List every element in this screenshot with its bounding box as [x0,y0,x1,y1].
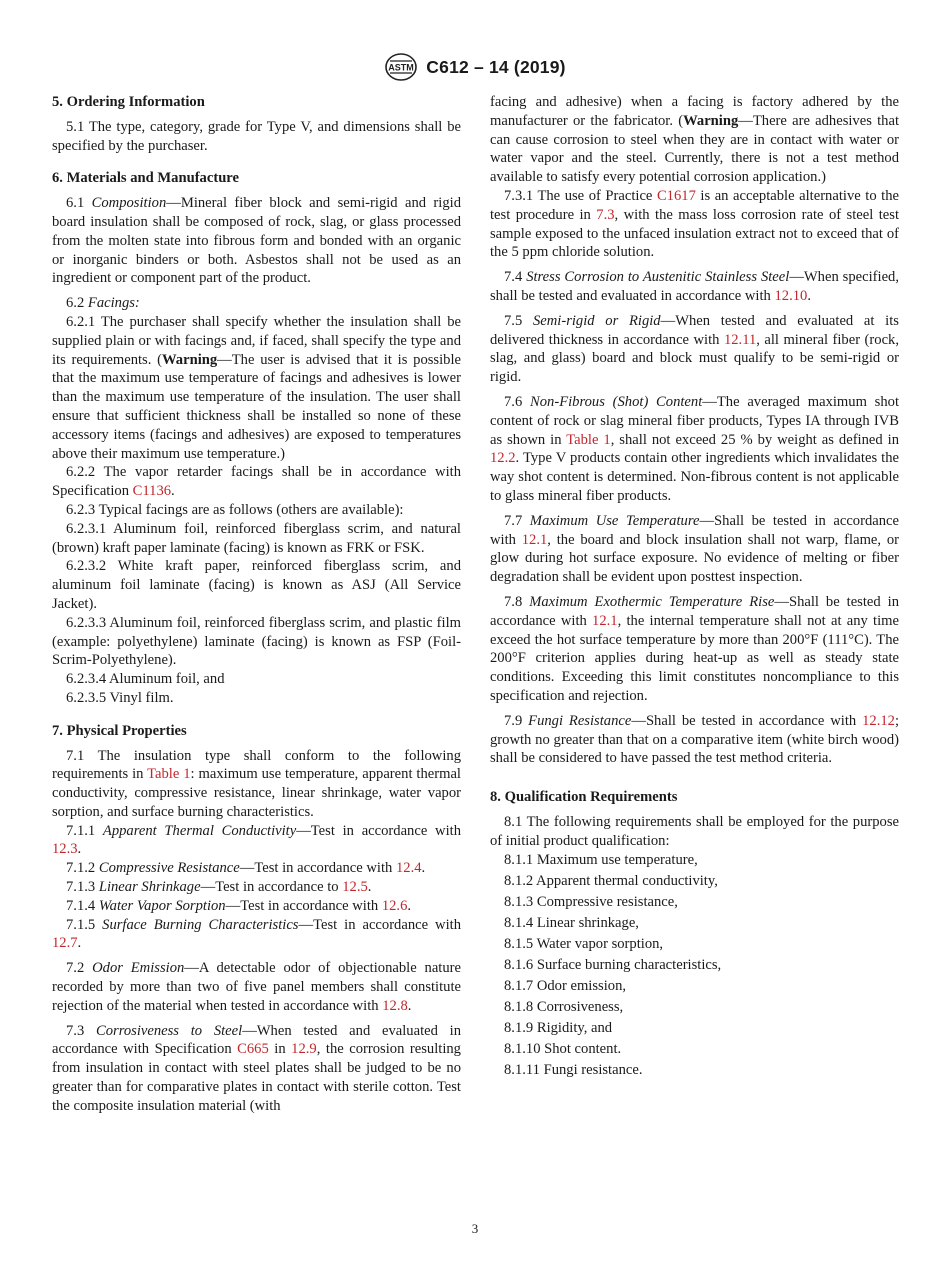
paragraph-7-4: 7.4 Stress Corrosion to Austenitic Stainless Steel—When specified, shall be tested and evaluated in accordance with 12.10. [490,269,899,304]
paragraph-7-1-3: 7.1.3 Linear Shrinkage—Test in accordance to 12.5. [66,879,372,896]
qualification-item: 8.1.7 Odor emission, [504,978,627,995]
paragraph-7-1-2: 7.1.2 Compressive Resistance—Test in accordance with 12.4. [66,860,426,877]
ref-7-3-link[interactable]: 7.3 [596,206,615,223]
qualification-item: 8.1.1 Maximum use temperature, [504,852,698,869]
paragraph-7-3-continued: facing and adhesive) when a facing is factory adhered by the manufacturer or the fabricator. (Warning—There are adhesives that can cause corrosion to steel when they are in contact with water or water vapor and the steel. Currently, there is not a test method available to satisfy every potential corrosion application.) [490,94,899,186]
paragraph-7-5: 7.5 Semi-rigid or Rigid—When tested and evaluated at its delivered thickness in accordance with 12.11, all mineral fiber (rock, slag, and glass) board and block must qualify to be semi-rigid or rigid. [490,312,899,386]
paragraph-8-1: 8.1 The following requirements shall be employed for the purpose of initial product qualification: [490,813,899,849]
astm-logo-icon [384,52,418,82]
ref-12-9-link[interactable]: 12.9 [291,1041,317,1058]
paragraph-7-1-5: 7.1.5 Surface Burning Characteristics—Test in accordance with 12.7. [52,916,461,952]
paragraph-6-2: 6.2 Facings: [66,295,140,312]
svg-text:ASTM: ASTM [388,62,415,73]
paragraph-7-8: 7.8 Maximum Exothermic Temperature Rise—Shall be tested in accordance with 12.1, the internal temperature shall not at any time exceed the hot surface temperature by more than 200°F (111°C). The 200°F criterion applies during heat-up as well as steady state conditions. Exceeding this limit constitutes noncompliance to this specification and rejection. [490,593,899,704]
section-heading-8: 8. Qualification Requirements [490,789,678,806]
qualification-item: 8.1.2 Apparent thermal conductivity, [504,873,718,890]
paragraph-6-2-3-5: 6.2.3.5 Vinyl film. [66,689,174,706]
paragraph-6-2-3-1: 6.2.3.1 Aluminum foil, reinforced fiberglass scrim, and natural (brown) kraft paper laminate (facing) is known as FRK or FSK. [52,520,461,556]
continued-text: facing and adhesive) when a facing is factory adhered by the manufacturer or the fabricator. ( [490,94,899,129]
ref-c1617-link[interactable]: C1617 [656,187,696,204]
ref-12-12-link[interactable]: 12.12 [862,712,895,729]
section-heading-6: 6. Materials and Manufacture [52,170,239,187]
paragraph-7-6: 7.6 Non-Fibrous (Shot) Content—The averaged maximum shot content of rock or slag mineral fiber products, Types IA through IVB as shown in Table 1, shall not exceed 25 % by weight as defined in 12.2. Type V products contain other ingredients which invalidates the way shot content is determined. Non-fibrous content is not applicable to glass mineral fiber products. [490,393,899,504]
paragraph-7-1-4: 7.1.4 Water Vapor Sorption—Test in accordance with 12.6. [66,897,412,914]
paragraph-6-2-3-3: 6.2.3.3 Aluminum foil, reinforced fiberglass scrim, and plastic film (example: polyethylene) laminate (facing) is known as FSP (Foil-Scrim-Polyethylene). [52,614,461,669]
qualification-item: 8.1.8 Corrosiveness, [504,999,624,1016]
qualification-item: 8.1.10 Shot content. [504,1041,622,1058]
qualification-item: 8.1.4 Linear shrinkage, [504,915,639,932]
ref-12-6-link[interactable]: 12.6 [381,897,408,914]
qualification-item: 8.1.9 Rigidity, and [504,1020,613,1037]
ref-12-8-link[interactable]: 12.8 [382,997,408,1014]
paragraph-7-3-1: 7.3.1 The use of Practice C1617 is an acceptable alternative to the test procedure in 7.3, with the mass loss corrosion rate of steel test sample exposed to the unfaced insulation extract not to exceed that of the 5 ppm chloride solution. [490,187,900,261]
ref-12-1-link-2[interactable]: 12.1 [592,612,618,629]
paragraph-7-9: 7.9 Fungi Resistance—Shall be tested in accordance with 12.12; growth no greater than that on a comparative item (white birch wood) shall be considered to have passed the test method criteria. [490,712,899,767]
ref-12-10-link[interactable]: 12.10 [774,287,808,304]
qualification-item: 8.1.11 Fungi resistance. [504,1062,643,1079]
page-header [0,52,950,82]
document-designation: C612 – 14 (2019) [426,56,566,77]
qualification-list [490,850,899,1081]
ref-12-5-link[interactable]: 12.5 [342,879,368,896]
page-number: 3 [471,1221,479,1236]
qualification-item: 8.1.6 Surface burning characteristics, [504,957,722,974]
right-column [490,93,899,1081]
paragraph-7-7: 7.7 Maximum Use Temperature—Shall be tested in accordance with 12.1, the board and block insulation shall not warp, flame, or glow during hot surface exposure. No evidence of melting or fiber degradation shall be evident upon posttest inspection. [490,512,899,586]
qualification-item: 8.1.3 Compressive resistance, [504,894,678,911]
ref-12-11-link[interactable]: 12.11 [723,331,757,348]
paragraph-5-1: 5.1 The type, category, grade for Type V, and dimensions shall be specified by the purchaser. [52,118,461,154]
paragraph-7-3: 7.3 Corrosiveness to Steel—When tested and evaluated in accordance with Specification C665 in 12.9, the corrosion resulting from insulation in contact with steel plates shall be judged to be no greater than for comparative plates in contact with sterile cotton. Test the composite insulation material (with [52,1022,461,1114]
paragraph-6-2-2: 6.2.2 The vapor retarder facings shall be in accordance with Specification C1136. [52,464,461,500]
paragraph-7-2: 7.2 Odor Emission—A detectable odor of objectionable nature recorded by more than two of five panel members shall constitute rejection of the material when tested in accordance with 12.8. [52,960,461,1014]
ref-12-4-link[interactable]: 12.4 [395,860,422,877]
section-heading-7: 7. Physical Properties [52,722,187,739]
paragraph-6-2-3-2: 6.2.3.2 White kraft paper, reinforced fiberglass scrim, and aluminum foil laminate (facing) is known as ASJ (All Service Jacket). [52,558,461,612]
paragraph-7-1-1: 7.1.1 Apparent Thermal Conductivity—Test in accordance with 12.3. [52,822,461,858]
paragraph-6-2-3: 6.2.3 Typical facings are as follows (others are available): [66,501,404,518]
ref-12-7-link[interactable]: 12.7 [52,935,78,952]
paragraph-6-1: 6.1 Composition—Mineral fiber block and semi-rigid and rigid board insulation shall be composed of rock, slag, or glass processed from the molten state into fibrous form and bonded with an organic or inorganic binders or both. Asbestos shall not be used as an ingredient or component part of the product. [52,195,461,287]
ref-12-1-link[interactable]: 12.1 [521,531,548,548]
ref-c665-link[interactable]: C665 [237,1041,269,1058]
ref-c1136-link[interactable]: C1136 [132,483,172,500]
paragraph-6-2-1: 6.2.1 The purchaser shall specify whether the insulation shall be supplied plain or with facings and, if faced, shall specify the type and its requirements. (Warning—The user is advised that it is possible that the maximum use temperature of facings and adhesives is lower than the maximum use temperature of the insulation. The user shall ensure that sufficient thickness shall be installed so none of these accessory items (facings and adhesives) are exposed to temperatures above their maximum use temperature.) [52,313,461,462]
paragraph-6-2-3-4: 6.2.3.4 Aluminum foil, and [66,671,225,688]
ref-table-1-link[interactable]: Table 1 [147,766,191,783]
ref-table-1-link-2[interactable]: Table 1 [566,431,611,448]
qualification-item: 8.1.5 Water vapor sorption, [504,936,664,953]
section-heading-5: 5. Ordering Information [52,94,205,110]
paragraph-7-1: 7.1 The insulation type shall conform to the following requirements in Table 1: maximum use temperature, apparent thermal conductivity, compressive resistance, linear shrinkage, water vapor sorption, and surface burning characteristics. [52,747,461,820]
ref-12-2-link[interactable]: 12.2 [490,450,516,467]
left-column [52,93,461,1116]
ref-12-3-link[interactable]: 12.3 [52,841,78,858]
